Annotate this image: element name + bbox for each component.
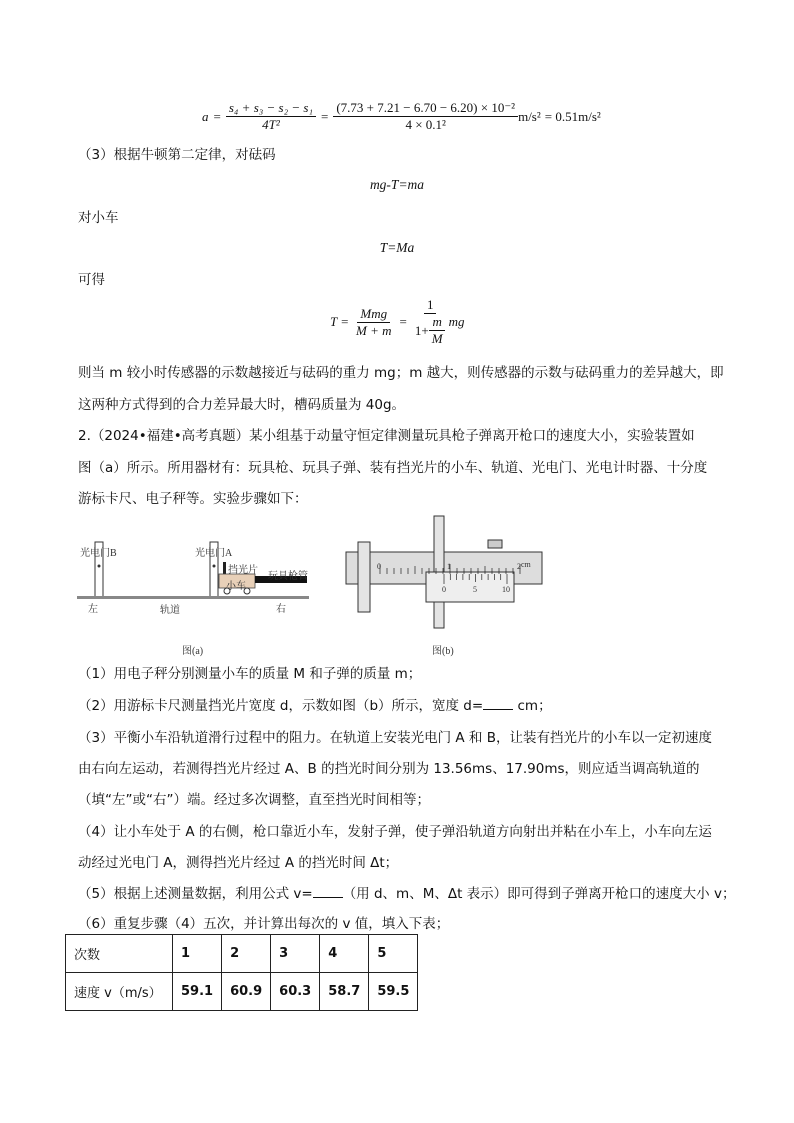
- formula-T-frac2: [412, 297, 449, 347]
- figure-b-caption: 图(b): [432, 646, 454, 657]
- formula-a-result: = 0.51m/s²: [544, 108, 601, 124]
- caliper-lock-screw: [488, 540, 502, 548]
- figure-b-caliper: [338, 514, 548, 632]
- obtain-label: 可得: [78, 272, 105, 288]
- table-header-label: 次数: [66, 935, 173, 973]
- label-cart: 小车: [226, 581, 246, 592]
- vernier-0: 0: [442, 585, 446, 594]
- table-cell: 59.1: [173, 973, 222, 1011]
- formula-a-unit: m/s²: [518, 108, 541, 124]
- formula-a-frac2: [333, 100, 518, 133]
- step-6: （6）重复步骤（4）五次，并计算出每次的 v 值，填入下表；: [78, 916, 450, 932]
- gate-b-sensor: [98, 565, 101, 568]
- vernier-5: 5: [473, 585, 477, 594]
- main-scale-1: 1: [447, 562, 451, 571]
- formula-a-eq2: =: [320, 108, 329, 124]
- step-1: （1）用电子秤分别测量小车的质量 M 和子弹的质量 m；: [78, 666, 422, 682]
- formula-T-den2-a: 1+: [414, 322, 429, 338]
- main-scale-unit: cm: [521, 560, 531, 569]
- step-3-line-2: 由右向左运动，若测得挡光片经过 A、B 的挡光时间分别为 13.56ms、17.90ms，则应适当调高轨道的: [78, 761, 700, 777]
- formula-T-num1: Mmg: [357, 306, 390, 323]
- to-cart-label: 对小车: [78, 210, 119, 226]
- formula-a-eq: =: [213, 108, 221, 124]
- step-2-unit: cm；: [513, 698, 552, 714]
- step-2-text: （2）用游标卡尺测量挡光片宽度 d，示数如图（b）所示，宽度 d=: [78, 698, 484, 714]
- step-4-line-2: 动经过光电门 A，测得挡光片经过 A 的挡光时间 Δt；: [78, 855, 399, 871]
- question2-line-1: 2.（2024•福建•高考真题）某小组基于动量守恒定律测量玩具枪子弹离开枪口的速度大小，实验装置如: [78, 428, 695, 444]
- table-cell: 59.5: [369, 973, 418, 1011]
- caliper-fixed-jaw: [358, 542, 370, 612]
- conclusion-line-2: 这两种方式得到的合力差异最大时，槽码质量为 40g。: [78, 397, 406, 413]
- step-2: [78, 697, 552, 715]
- table-cell: 58.7: [320, 973, 369, 1011]
- step-5-text: （5）根据上述测量数据，利用公式 v=: [78, 886, 313, 902]
- table-header-row: [66, 935, 418, 973]
- step-3-line-3: （填“左”或“右”）端。经过多次调整，直至挡光时间相等；: [78, 792, 430, 808]
- label-gate-b: 光电门B: [80, 548, 117, 559]
- track-rail: [77, 596, 309, 599]
- table-header-cell: 3: [271, 935, 320, 973]
- main-scale-2: 2: [517, 562, 521, 571]
- step-5-blank[interactable]: [313, 885, 343, 898]
- question2-line-2: 图（a）所示。所用器材有：玩具枪、玩具子弹、装有挡光片的小车、轨道、光电门、光电计时器、十分度: [78, 460, 708, 476]
- formula-T-num2: 1: [424, 297, 437, 314]
- formula-T-inner-num: m: [429, 314, 444, 331]
- formula-T-inner-frac: [429, 314, 446, 347]
- table-row: [66, 973, 418, 1011]
- velocity-table: [65, 934, 418, 1011]
- figure-a-caption: 图(a): [182, 646, 204, 657]
- formula-a-den1: 4T²: [262, 117, 280, 132]
- gate-a-sensor: [213, 565, 216, 568]
- label-left: 左: [88, 604, 98, 615]
- formula-tension: T = $\frac{\text{Mmg}}{M + m}$ = 1 1+ $\frac{m}{M}$ mg: [330, 297, 465, 346]
- formula-T-tail: mg: [448, 314, 465, 329]
- equation-mg: mg-T=ma: [369, 177, 425, 192]
- label-barrel: 玩具枪管: [268, 571, 308, 582]
- table-header-cell: 2: [222, 935, 271, 973]
- label-right: 右: [276, 604, 286, 615]
- table-header-cell: 1: [173, 935, 222, 973]
- formula-a-frac1: [226, 100, 316, 133]
- label-shade: 挡光片: [228, 565, 258, 576]
- step-3-line-1: （3）平衡小车沿轨道滑行过程中的阻力。在轨道上安装光电门 A 和 B，让装有挡光片的小车以一定初速度: [78, 730, 712, 746]
- table-cell: 60.3: [271, 973, 320, 1011]
- formula-acceleration: [202, 100, 601, 133]
- formula-a-den2: 4 × 0.1²: [405, 117, 446, 132]
- shade-plate: [223, 562, 226, 574]
- table-row-label: 速度 v（m/s）: [66, 973, 173, 1011]
- conclusion-line-1: 则当 m 较小时传感器的示数越接近与砝码的重力 mg；m 越大，则传感器的示数与砝码重力的差异越大，即: [78, 365, 724, 381]
- table-header-cell: 5: [369, 935, 418, 973]
- main-scale-0: 0: [377, 562, 381, 571]
- step-5-tail: （用 d、m、M、Δt 表示）即可得到子弹离开枪口的速度大小 v；: [342, 886, 736, 902]
- label-gate-a: 光电门A: [195, 548, 233, 559]
- vernier-10: 10: [502, 585, 510, 594]
- table-cell: 60.9: [222, 973, 271, 1011]
- step-5: [78, 885, 735, 903]
- label-track: 轨道: [160, 605, 180, 616]
- formula-T-lhs: T =: [330, 314, 350, 329]
- equation-T: T=Ma: [379, 240, 415, 255]
- formula-T-inner-den: M: [431, 331, 443, 346]
- para3-intro: （3）根据牛顿第二定律，对砝码: [78, 147, 276, 163]
- step-4-line-1: （4）让小车处于 A 的右侧，枪口靠近小车，发射子弹，使子弹沿轨道方向射出并粘在小车上，小车向左运: [78, 824, 712, 840]
- question2-line-3: 游标卡尺、电子秤等。实验步骤如下：: [78, 491, 308, 507]
- formula-a-num2: (7.73 + 7.21 − 6.70 − 6.20) × 10⁻²: [333, 100, 518, 117]
- formula-a-lhs: a: [202, 108, 209, 124]
- step-2-blank[interactable]: [483, 697, 513, 710]
- table-header-cell: 4: [320, 935, 369, 973]
- formula-T-den2: [412, 314, 449, 347]
- formula-T-den1: M + m: [356, 322, 392, 338]
- formula-a-num1: s₄ + s₃ − s₂ − s₁: [226, 100, 316, 117]
- formula-T-frac1: [353, 306, 395, 339]
